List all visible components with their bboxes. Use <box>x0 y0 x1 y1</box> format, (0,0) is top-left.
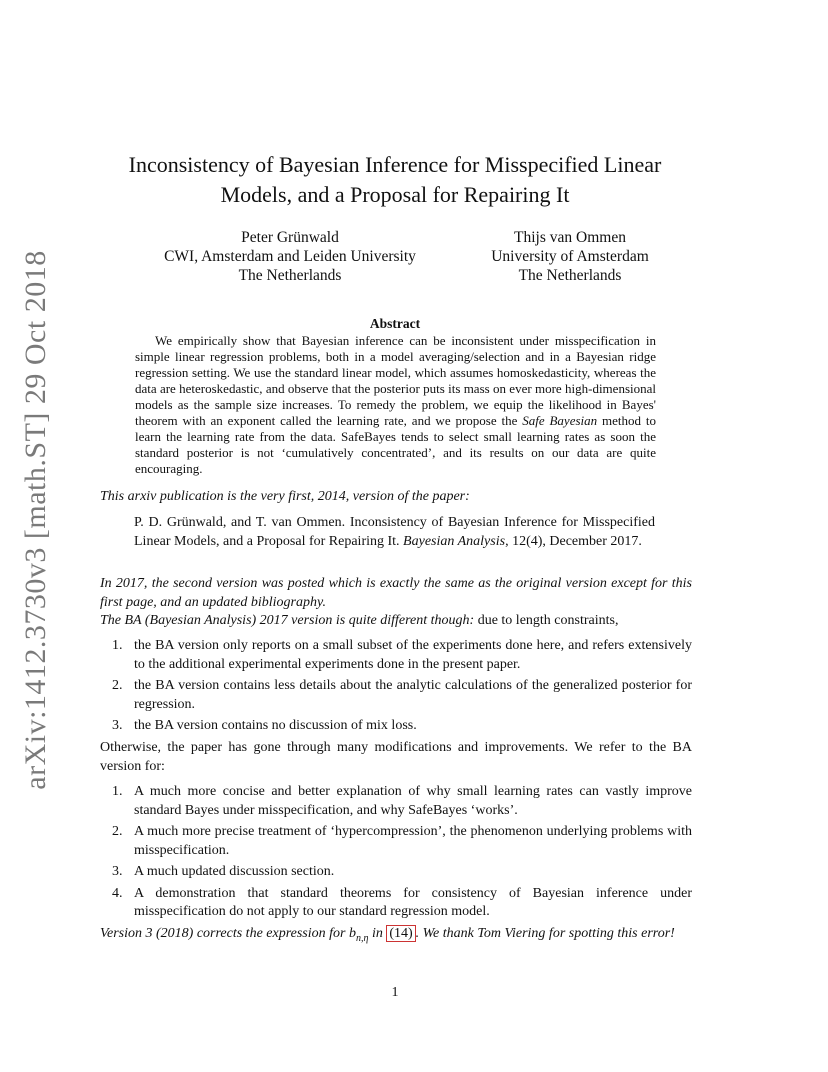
arxiv-sidebar-stamp: arXiv:1412.3730v3 [math.ST] 29 Oct 2018 <box>19 250 52 790</box>
author-name: Peter Grünwald <box>241 229 339 246</box>
list-item <box>112 637 692 674</box>
page-number: 1 <box>391 985 399 1000</box>
author-1 <box>140 228 440 285</box>
reference-text: P. D. Grünwald, and T. van Ommen. Inconsistency of Bayesian Inference for Misspecified Linear Models, and a Proposal for Repairing It. <box>134 515 655 549</box>
author-2 <box>450 228 690 285</box>
version-note: In 2017, the second version was posted which is exactly the same as the original version except for this first page, and an updated bibliography. <box>100 576 692 610</box>
list-text: A much more precise treatment of ‘hypercompression’, the phenomenon underlying problems with misspecification. <box>134 824 692 858</box>
list-item <box>112 823 692 860</box>
title-line-2: Models, and a Proposal for Repairing It <box>220 182 570 207</box>
author-name: Thijs van Ommen <box>514 229 626 246</box>
list-number: 3. <box>112 718 123 733</box>
paper-title <box>100 150 690 210</box>
list-text: A much more concise and better explanation of why small learning rates can vastly improve standard Bayes under misspecification, and why SafeBayes ‘works’. <box>134 784 692 818</box>
reference-tail: , 12(4), December 2017. <box>505 533 642 549</box>
list-number: 2. <box>112 824 123 839</box>
list-number: 1. <box>112 784 123 799</box>
v3-symbol: b <box>348 926 356 941</box>
list-text: A much updated discussion section. <box>134 864 335 879</box>
v3-post: . We thank Tom Viering for spotting this error! <box>415 926 675 941</box>
reference-block <box>134 514 655 551</box>
equation-reference-link[interactable]: (14) <box>386 925 415 942</box>
abstract-text-b: method to learn the learning rate from the data. SafeBayes tends to select small learning rates as soon the standard posterior is not ‘cumulatively concentrated’, and its results on our data are quite encouraging. <box>135 413 656 476</box>
ba-note-italic: The BA (Bayesian Analysis) 2017 version is quite different though: <box>100 613 475 628</box>
author-country: The Netherlands <box>238 267 342 284</box>
list-item <box>112 717 692 736</box>
abstract-body <box>135 333 656 477</box>
list-number: 4. <box>112 885 123 901</box>
abstract-emphasis: Safe Bayesian <box>522 413 598 428</box>
title-line-1: Inconsistency of Bayesian Inference for Misspecified Linear <box>128 152 662 177</box>
list-number: 3. <box>112 864 123 879</box>
abstract-heading: Abstract <box>369 316 421 331</box>
list-item <box>112 783 692 820</box>
authors-block <box>100 228 690 288</box>
list-number: 2. <box>112 678 123 693</box>
author-affiliation: CWI, Amsterdam and Leiden University <box>164 248 416 265</box>
ba-note <box>100 612 700 630</box>
ba-list <box>112 637 692 739</box>
improvement-list <box>112 783 692 925</box>
v3-pre: Version 3 (2018) corrects the expression for <box>100 926 349 941</box>
ba-note-roman: due to length constraints, <box>474 613 619 628</box>
author-country: The Netherlands <box>518 267 622 284</box>
list-item <box>112 677 692 714</box>
publication-note: This arxiv publication is the very first, 2014, version of the paper: <box>100 489 470 504</box>
list-text: the BA version contains no discussion of mix loss. <box>134 718 417 733</box>
list-text: A demonstration that standard theorems for consistency of Bayesian inference under misspecification do not apply to our standard regression model. <box>134 885 692 919</box>
abstract-text-a: We empirically show that Bayesian inference can be inconsistent under misspecification in simple linear regression problems, both in a model averaging/selection and in a Bayesian ridge regression setting. We use the standard linear model, which assumes homoskedasticity, whereas the data are heteroskedastic, and observe that the posterior puts its mass on ever more high-dimensional models as the sample size increases. To remedy the problem, we equip the likelihood in Bayes' theorem with an exponent called the learning rate, and we propose the <box>135 333 656 428</box>
reference-journal: Bayesian Analysis <box>403 533 506 549</box>
list-text: the BA version only reports on a small subset of the experiments done here, and refers extensively to the additional experimental experiments done in the present paper. <box>134 638 692 672</box>
v3-mid: in <box>368 926 387 941</box>
v3-subscript: n,η <box>355 932 369 944</box>
list-number: 1. <box>112 638 123 653</box>
author-affiliation: University of Amsterdam <box>491 248 649 265</box>
list-item <box>112 863 692 882</box>
otherwise-paragraph: Otherwise, the paper has gone through many modifications and improvements. We refer to the BA version for: <box>100 740 692 774</box>
list-item <box>112 885 692 922</box>
version-3-note <box>100 925 692 948</box>
list-text: the BA version contains less details about the analytic calculations of the generalized posterior for regression. <box>134 678 692 712</box>
